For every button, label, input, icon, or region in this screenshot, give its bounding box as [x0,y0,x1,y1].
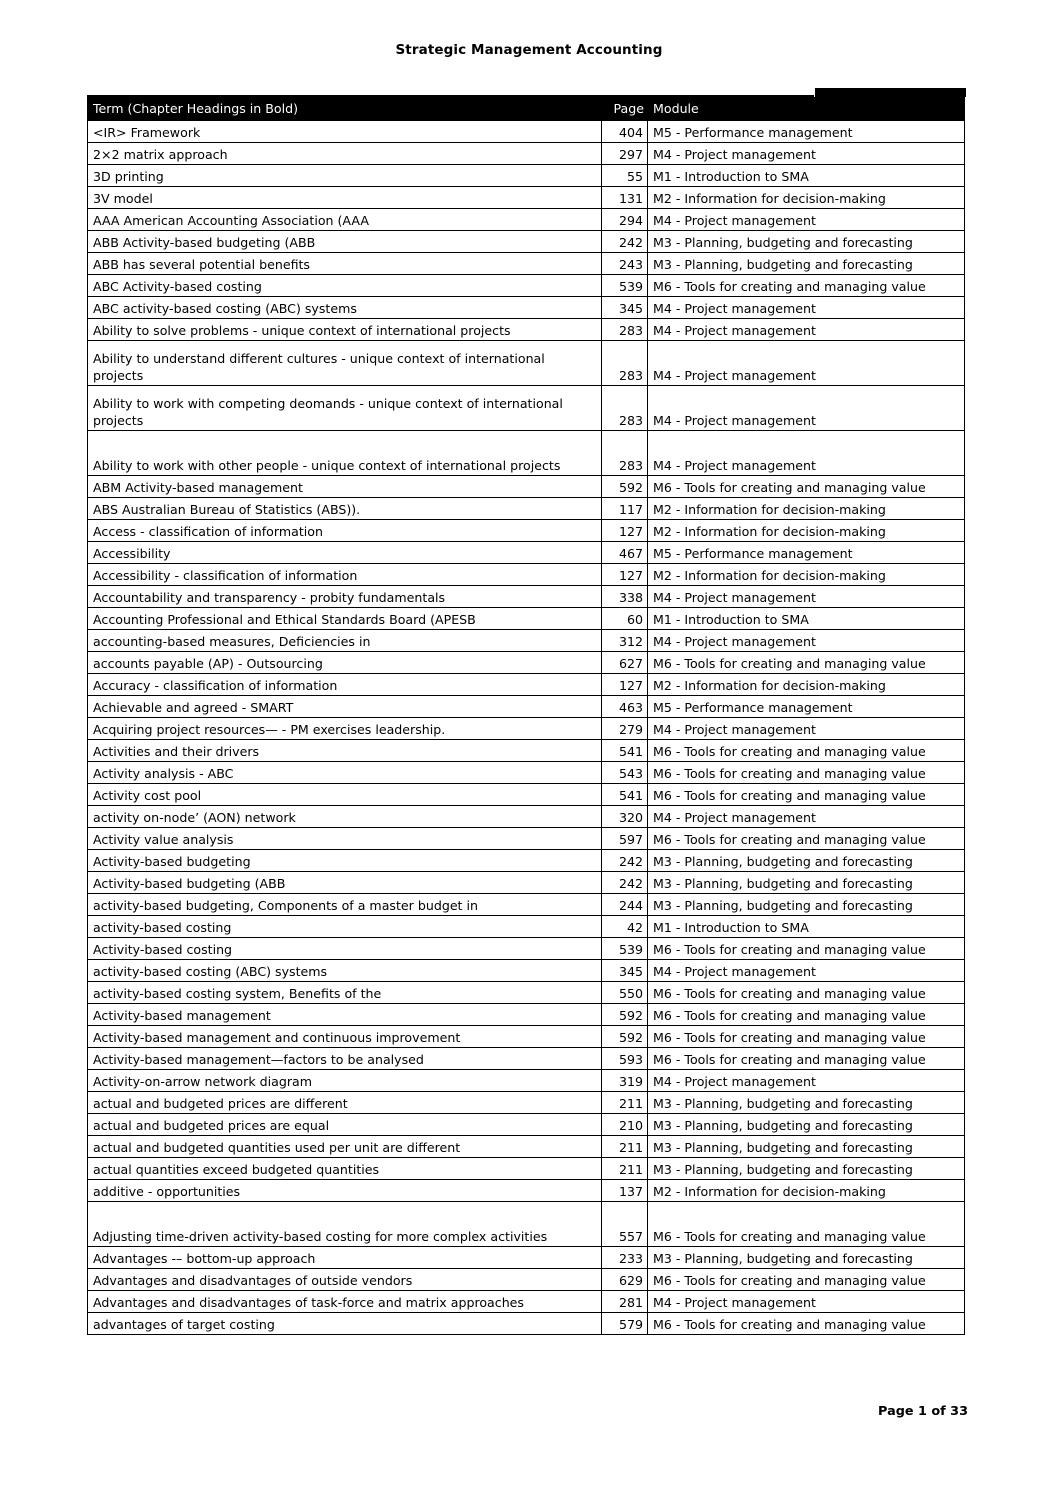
cell-term: actual and budgeted quantities used per unit are different [88,1136,602,1158]
cell-page-number: 297 [602,143,648,165]
cell-page-number: 283 [602,319,648,341]
table-row [88,1180,965,1202]
table-row [88,1247,965,1269]
cell-page-number: 579 [602,1313,648,1335]
index-table [87,95,965,1335]
cell-term: Activities and their drivers [88,740,602,762]
cell-page-number: 627 [602,652,648,674]
cell-term: Accounting Professional and Ethical Standards Board (APESB [88,608,602,630]
cell-term: activity-based costing system, Benefits of the [88,982,602,1004]
cell-module: M6 - Tools for creating and managing value [648,476,965,498]
table-row [88,386,965,431]
cell-page-number: 283 [602,386,648,431]
cell-term: ABC Activity-based costing [88,275,602,297]
cell-term: advantages of target costing [88,1313,602,1335]
table-row [88,165,965,187]
table-row [88,938,965,960]
cell-term: Advantages -– bottom-up approach [88,1247,602,1269]
cell-module: M3 - Planning, budgeting and forecasting [648,231,965,253]
cell-page-number: 320 [602,806,648,828]
cell-term: ABM Activity-based management [88,476,602,498]
cell-page-number: 131 [602,187,648,209]
cell-module: M5 - Performance management [648,121,965,143]
cell-module: M3 - Planning, budgeting and forecasting [648,1158,965,1180]
cell-module: M4 - Project management [648,1291,965,1313]
table-row [88,762,965,784]
cell-term: activity-based budgeting, Components of a master budget in [88,894,602,916]
cell-module: M4 - Project management [648,319,965,341]
table-row [88,319,965,341]
cell-term: Activity-based budgeting (ABB [88,872,602,894]
table-row [88,231,965,253]
cell-module: M3 - Planning, budgeting and forecasting [648,894,965,916]
cell-term: Activity-based budgeting [88,850,602,872]
cell-term: Ability to work with other people - unique context of international projects [88,431,602,476]
cell-module: M2 - Information for decision-making [648,520,965,542]
cell-page-number: 127 [602,674,648,696]
table-row [88,916,965,938]
cell-term: Activity-on-arrow network diagram [88,1070,602,1092]
cell-module: M3 - Planning, budgeting and forecasting [648,1136,965,1158]
cell-term: Acquiring project resources— - PM exercises leadership. [88,718,602,740]
cell-term: Activity cost pool [88,784,602,806]
cell-page-number: 137 [602,1180,648,1202]
cell-page-number: 60 [602,608,648,630]
table-row [88,1313,965,1335]
cell-page-number: 543 [602,762,648,784]
cell-term: Ability to work with competing deomands - unique context of international projects [88,386,602,431]
table-row [88,498,965,520]
table-row [88,1158,965,1180]
cell-module: M2 - Information for decision-making [648,187,965,209]
table-body [88,121,965,1335]
table-row [88,894,965,916]
cell-page-number: 319 [602,1070,648,1092]
cell-page-number: 592 [602,476,648,498]
index-table-container [87,95,964,1335]
table-row [88,1291,965,1313]
table-row [88,630,965,652]
table-row [88,652,965,674]
cell-page-number: 233 [602,1247,648,1269]
cell-term: Activity value analysis [88,828,602,850]
cell-module: M6 - Tools for creating and managing value [648,1313,965,1335]
cell-module: M6 - Tools for creating and managing value [648,982,965,1004]
cell-term: Accessibility [88,542,602,564]
table-row [88,431,965,476]
cell-page-number: 404 [602,121,648,143]
table-row [88,1114,965,1136]
cell-module: M2 - Information for decision-making [648,564,965,586]
cell-module: M3 - Planning, budgeting and forecasting [648,1247,965,1269]
table-row [88,1136,965,1158]
table-row [88,275,965,297]
table-row [88,1092,965,1114]
column-header-page: Page [602,96,648,121]
table-row [88,297,965,319]
cell-page-number: 597 [602,828,648,850]
table-row [88,1048,965,1070]
cell-term: Activity-based management and continuous improvement [88,1026,602,1048]
table-row [88,476,965,498]
cell-page-number: 211 [602,1158,648,1180]
table-row [88,209,965,231]
column-header-module-label: Module [653,100,699,116]
cell-module: M6 - Tools for creating and managing value [648,275,965,297]
header-black-extension [814,88,966,97]
table-header [88,96,965,121]
cell-page-number: 557 [602,1202,648,1247]
table-row [88,542,965,564]
cell-page-number: 539 [602,938,648,960]
cell-term: Advantages and disadvantages of task-force and matrix approaches [88,1291,602,1313]
column-header-module [648,96,965,121]
cell-module: M6 - Tools for creating and managing value [648,1004,965,1026]
table-row [88,586,965,608]
cell-term: additive - opportunities [88,1180,602,1202]
cell-page-number: 243 [602,253,648,275]
cell-page-number: 467 [602,542,648,564]
cell-page-number: 541 [602,784,648,806]
page-title: Strategic Management Accounting [395,42,663,58]
cell-page-number: 127 [602,520,648,542]
table-row [88,253,965,275]
cell-module: M6 - Tools for creating and managing value [648,1269,965,1291]
cell-term: activity-based costing [88,916,602,938]
table-row [88,1070,965,1092]
cell-module: M4 - Project management [648,1070,965,1092]
cell-page-number: 283 [602,341,648,386]
cell-page-number: 283 [602,431,648,476]
cell-term: Accountability and transparency - probity fundamentals [88,586,602,608]
table-row [88,674,965,696]
cell-module: M2 - Information for decision-making [648,674,965,696]
cell-term: ABB has several potential benefits [88,253,602,275]
cell-term: actual and budgeted prices are different [88,1092,602,1114]
cell-term: Activity-based management—factors to be analysed [88,1048,602,1070]
table-row [88,960,965,982]
cell-page-number: 117 [602,498,648,520]
cell-term: Achievable and agreed - SMART [88,696,602,718]
cell-term: ABS Australian Bureau of Statistics (ABS)). [88,498,602,520]
cell-module: M1 - Introduction to SMA [648,608,965,630]
cell-page-number: 55 [602,165,648,187]
table-row [88,850,965,872]
cell-page-number: 592 [602,1026,648,1048]
table-row [88,696,965,718]
table-row [88,982,965,1004]
cell-page-number: 42 [602,916,648,938]
cell-term: Ability to understand different cultures - unique context of international projects [88,341,602,386]
cell-page-number: 210 [602,1114,648,1136]
cell-module: M4 - Project management [648,431,965,476]
cell-term: Activity-based costing [88,938,602,960]
table-row [88,520,965,542]
cell-term: 3D printing [88,165,602,187]
table-row [88,828,965,850]
cell-page-number: 294 [602,209,648,231]
cell-module: M4 - Project management [648,209,965,231]
cell-module: M4 - Project management [648,718,965,740]
cell-module: M6 - Tools for creating and managing value [648,938,965,960]
table-row [88,1004,965,1026]
cell-module: M4 - Project management [648,806,965,828]
cell-page-number: 345 [602,297,648,319]
cell-page-number: 539 [602,275,648,297]
cell-term: 3V model [88,187,602,209]
cell-module: M3 - Planning, budgeting and forecasting [648,850,965,872]
cell-module: M4 - Project management [648,586,965,608]
cell-page-number: 593 [602,1048,648,1070]
table-row [88,564,965,586]
table-row [88,608,965,630]
cell-page-number: 463 [602,696,648,718]
cell-term: Activity analysis - ABC [88,762,602,784]
cell-page-number: 242 [602,231,648,253]
cell-page-number: 592 [602,1004,648,1026]
cell-page-number: 242 [602,872,648,894]
cell-page-number: 127 [602,564,648,586]
cell-page-number: 338 [602,586,648,608]
cell-term: Access - classification of information [88,520,602,542]
cell-module: M4 - Project management [648,630,965,652]
cell-term: Accuracy - classification of information [88,674,602,696]
cell-term: <IR> Framework [88,121,602,143]
cell-page-number: 281 [602,1291,648,1313]
table-row [88,784,965,806]
cell-page-number: 550 [602,982,648,1004]
table-row [88,718,965,740]
cell-module: M2 - Information for decision-making [648,498,965,520]
table-row [88,872,965,894]
cell-term: 2×2 matrix approach [88,143,602,165]
cell-page-number: 279 [602,718,648,740]
cell-module: M3 - Planning, budgeting and forecasting [648,872,965,894]
cell-page-number: 211 [602,1092,648,1114]
cell-module: M3 - Planning, budgeting and forecasting [648,253,965,275]
cell-module: M3 - Planning, budgeting and forecasting [648,1114,965,1136]
cell-module: M1 - Introduction to SMA [648,165,965,187]
cell-term: accounts payable (AP) - Outsourcing [88,652,602,674]
cell-term: actual and budgeted prices are equal [88,1114,602,1136]
cell-module: M4 - Project management [648,341,965,386]
table-row [88,121,965,143]
cell-module: M6 - Tools for creating and managing value [648,762,965,784]
cell-term: Ability to solve problems - unique context of international projects [88,319,602,341]
cell-term: accounting-based measures, Deficiencies in [88,630,602,652]
cell-module: M6 - Tools for creating and managing value [648,1202,965,1247]
cell-term: ABB Activity-based budgeting (ABB [88,231,602,253]
cell-page-number: 629 [602,1269,648,1291]
cell-module: M4 - Project management [648,960,965,982]
table-row [88,187,965,209]
cell-term: Advantages and disadvantages of outside vendors [88,1269,602,1291]
cell-module: M6 - Tools for creating and managing value [648,1026,965,1048]
cell-term: ABC activity-based costing (ABC) systems [88,297,602,319]
cell-module: M6 - Tools for creating and managing value [648,784,965,806]
cell-term: activity on-node’ (AON) network [88,806,602,828]
table-row [88,806,965,828]
page-footer: Page 1 of 33 [878,1404,968,1419]
table-row [88,341,965,386]
column-header-term: Term (Chapter Headings in Bold) [88,96,602,121]
cell-module: M3 - Planning, budgeting and forecasting [648,1092,965,1114]
table-row [88,740,965,762]
cell-term: Accessibility - classification of information [88,564,602,586]
cell-term: activity-based costing (ABC) systems [88,960,602,982]
cell-page-number: 312 [602,630,648,652]
cell-page-number: 244 [602,894,648,916]
table-row [88,1269,965,1291]
cell-module: M5 - Performance management [648,542,965,564]
cell-page-number: 541 [602,740,648,762]
table-row [88,143,965,165]
table-row [88,1202,965,1247]
cell-term: Activity-based management [88,1004,602,1026]
table-row [88,1026,965,1048]
cell-term: Adjusting time-driven activity-based costing for more complex activities [88,1202,602,1247]
cell-page-number: 242 [602,850,648,872]
cell-term: AAA American Accounting Association (AAA [88,209,602,231]
cell-module: M2 - Information for decision-making [648,1180,965,1202]
cell-module: M4 - Project management [648,297,965,319]
cell-module: M6 - Tools for creating and managing value [648,828,965,850]
cell-module: M1 - Introduction to SMA [648,916,965,938]
cell-term: actual quantities exceed budgeted quantities [88,1158,602,1180]
cell-page-number: 211 [602,1136,648,1158]
cell-module: M6 - Tools for creating and managing value [648,740,965,762]
cell-module: M4 - Project management [648,386,965,431]
cell-module: M6 - Tools for creating and managing value [648,1048,965,1070]
cell-module: M4 - Project management [648,143,965,165]
cell-page-number: 345 [602,960,648,982]
table-header-row [88,96,965,121]
cell-module: M5 - Performance management [648,696,965,718]
cell-module: M6 - Tools for creating and managing value [648,652,965,674]
